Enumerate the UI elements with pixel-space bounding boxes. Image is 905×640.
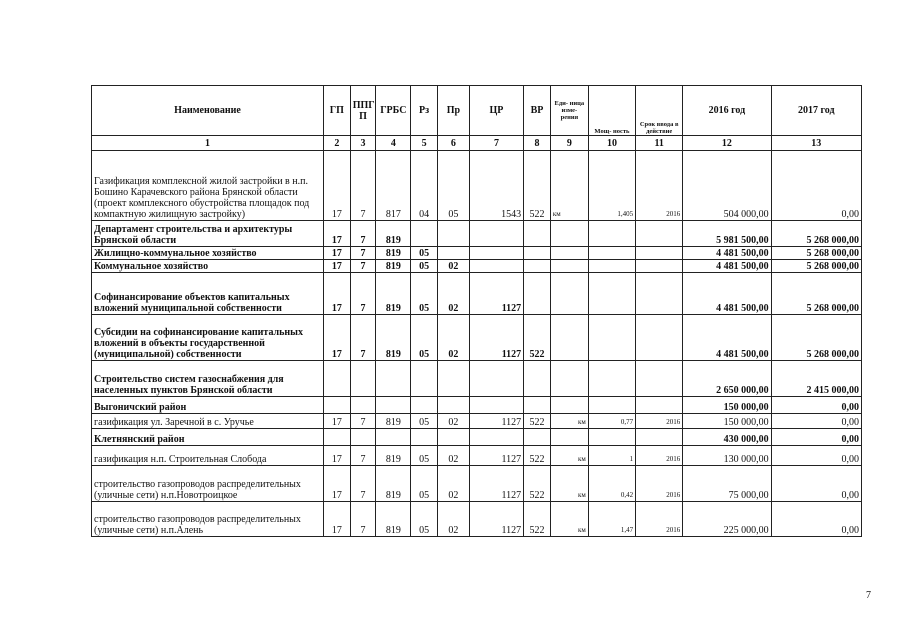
cell-unit xyxy=(550,260,588,273)
cell-v2016: 2 650 000,00 xyxy=(683,361,771,397)
budget-table xyxy=(91,85,862,537)
cell-cap: 1,405 xyxy=(588,151,635,221)
header-2017: 2017 год xyxy=(771,86,861,136)
cell-pr: 05 xyxy=(437,151,469,221)
cell-ppgp: 7 xyxy=(350,502,376,537)
table-row xyxy=(92,414,862,429)
column-number: 4 xyxy=(376,136,411,151)
cell-ppgp: 7 xyxy=(350,151,376,221)
cell-gp: 17 xyxy=(324,315,351,361)
cell-cr xyxy=(469,221,523,247)
cell-v2016: 150 000,00 xyxy=(683,414,771,429)
column-number: 5 xyxy=(411,136,438,151)
row-name: газификация н.п. Строительная Слобода xyxy=(92,446,324,466)
cell-unit: км xyxy=(550,414,588,429)
column-number: 1 xyxy=(92,136,324,151)
cell-rz: 05 xyxy=(411,466,438,502)
cell-vr xyxy=(524,247,551,260)
cell-ppgp: 7 xyxy=(350,315,376,361)
header-rz: Рз xyxy=(411,86,438,136)
cell-term: 2016 xyxy=(636,446,683,466)
cell-pr: 02 xyxy=(437,315,469,361)
cell-v2017: 0,00 xyxy=(771,446,861,466)
cell-term xyxy=(636,361,683,397)
cell-vr: 522 xyxy=(524,414,551,429)
cell-ppgp: 7 xyxy=(350,414,376,429)
cell-gp: 17 xyxy=(324,221,351,247)
row-name: строительство газопроводов распределительных (уличные сети) н.п.Новотроицкое xyxy=(92,466,324,502)
cell-term: 2016 xyxy=(636,466,683,502)
cell-v2017: 0,00 xyxy=(771,502,861,537)
cell-ppgp: 7 xyxy=(350,466,376,502)
cell-term: 2016 xyxy=(636,502,683,537)
cell-ppgp: 7 xyxy=(350,247,376,260)
cell-gp: 17 xyxy=(324,446,351,466)
table-row xyxy=(92,260,862,273)
cell-pr: 02 xyxy=(437,446,469,466)
cell-grbs: 819 xyxy=(376,315,411,361)
row-name: Департамент строительства и архитектуры Брянской области xyxy=(92,221,324,247)
cell-cap: 1 xyxy=(588,446,635,466)
cell-unit: км xyxy=(550,446,588,466)
table-row xyxy=(92,273,862,315)
cell-rz xyxy=(411,429,438,446)
cell-pr: 02 xyxy=(437,273,469,315)
header-cr: ЦР xyxy=(469,86,523,136)
cell-v2017: 0,00 xyxy=(771,151,861,221)
cell-rz: 05 xyxy=(411,502,438,537)
cell-gp xyxy=(324,397,351,414)
column-number: 12 xyxy=(683,136,771,151)
row-name: строительство газопроводов распределительных (уличные сети) н.п.Алень xyxy=(92,502,324,537)
cell-gp: 17 xyxy=(324,502,351,537)
cell-vr: 522 xyxy=(524,446,551,466)
cell-pr: 02 xyxy=(437,260,469,273)
cell-unit xyxy=(550,397,588,414)
cell-ppgp: 7 xyxy=(350,260,376,273)
header-2016: 2016 год xyxy=(683,86,771,136)
cell-grbs: 819 xyxy=(376,502,411,537)
column-numbers-row xyxy=(92,136,862,151)
cell-ppgp: 7 xyxy=(350,446,376,466)
cell-grbs: 819 xyxy=(376,221,411,247)
column-number: 2 xyxy=(324,136,351,151)
row-name: Выгоничский район xyxy=(92,397,324,414)
cell-v2016: 4 481 500,00 xyxy=(683,260,771,273)
cell-vr xyxy=(524,260,551,273)
cell-grbs: 819 xyxy=(376,273,411,315)
cell-ppgp xyxy=(350,361,376,397)
cell-term xyxy=(636,247,683,260)
cell-cap xyxy=(588,260,635,273)
cell-cap xyxy=(588,315,635,361)
cell-gp xyxy=(324,361,351,397)
cell-v2017: 5 268 000,00 xyxy=(771,273,861,315)
cell-rz: 05 xyxy=(411,315,438,361)
cell-vr xyxy=(524,429,551,446)
cell-cr: 1127 xyxy=(469,446,523,466)
row-name: Коммунальное хозяйство xyxy=(92,260,324,273)
cell-pr xyxy=(437,397,469,414)
row-name: Субсидии на софинансирование капитальных вложений в объекты государственной (муниципальной) собственности xyxy=(92,315,324,361)
cell-gp: 17 xyxy=(324,414,351,429)
cell-grbs: 819 xyxy=(376,446,411,466)
cell-vr xyxy=(524,361,551,397)
cell-vr: 522 xyxy=(524,466,551,502)
cell-v2016: 130 000,00 xyxy=(683,446,771,466)
column-number: 9 xyxy=(550,136,588,151)
cell-v2017: 5 268 000,00 xyxy=(771,315,861,361)
column-number: 6 xyxy=(437,136,469,151)
table-row xyxy=(92,221,862,247)
cell-v2016: 430 000,00 xyxy=(683,429,771,446)
cell-cap xyxy=(588,247,635,260)
row-name: Строительство систем газоснабжения для населенных пунктов Брянской области xyxy=(92,361,324,397)
cell-ppgp: 7 xyxy=(350,221,376,247)
cell-rz xyxy=(411,221,438,247)
header-unit: Еди- ница изме- рения xyxy=(550,86,588,136)
cell-unit xyxy=(550,315,588,361)
cell-vr xyxy=(524,397,551,414)
table-row xyxy=(92,397,862,414)
cell-rz: 05 xyxy=(411,273,438,315)
cell-cap xyxy=(588,361,635,397)
cell-cr: 1127 xyxy=(469,414,523,429)
cell-v2016: 150 000,00 xyxy=(683,397,771,414)
cell-v2016: 504 000,00 xyxy=(683,151,771,221)
cell-unit xyxy=(550,273,588,315)
row-name: газификация ул. Заречной в с. Уручье xyxy=(92,414,324,429)
column-number: 8 xyxy=(524,136,551,151)
cell-gp: 17 xyxy=(324,247,351,260)
cell-ppgp xyxy=(350,429,376,446)
cell-cap xyxy=(588,221,635,247)
table-row xyxy=(92,502,862,537)
cell-ppgp: 7 xyxy=(350,273,376,315)
row-name: Газификация комплексной жилой застройки в н.п. Бошино Карачевского района Брянской области (проект комплексного обустройства площадок под компактную жилищную застройку) xyxy=(92,151,324,221)
cell-v2017: 0,00 xyxy=(771,466,861,502)
cell-rz: 04 xyxy=(411,151,438,221)
cell-cr xyxy=(469,247,523,260)
cell-v2017: 5 268 000,00 xyxy=(771,247,861,260)
table-row xyxy=(92,466,862,502)
cell-cr xyxy=(469,397,523,414)
cell-grbs: 819 xyxy=(376,414,411,429)
cell-gp xyxy=(324,429,351,446)
cell-rz: 05 xyxy=(411,446,438,466)
cell-grbs: 819 xyxy=(376,260,411,273)
header-grbs: ГРБС xyxy=(376,86,411,136)
cell-term: 2016 xyxy=(636,414,683,429)
cell-term xyxy=(636,260,683,273)
cell-grbs xyxy=(376,429,411,446)
cell-gp: 17 xyxy=(324,260,351,273)
header-gp: ГП xyxy=(324,86,351,136)
cell-term xyxy=(636,315,683,361)
table-header-row xyxy=(92,86,862,136)
cell-cap xyxy=(588,397,635,414)
cell-v2017: 0,00 xyxy=(771,397,861,414)
cell-term xyxy=(636,221,683,247)
cell-cr: 1543 xyxy=(469,151,523,221)
header-capacity: Мощ- ность xyxy=(588,86,635,136)
cell-grbs xyxy=(376,397,411,414)
cell-cr xyxy=(469,260,523,273)
cell-pr xyxy=(437,429,469,446)
page-number: 7 xyxy=(866,590,871,601)
cell-vr: 522 xyxy=(524,151,551,221)
cell-term xyxy=(636,273,683,315)
table-row xyxy=(92,247,862,260)
header-pr: Пр xyxy=(437,86,469,136)
cell-term xyxy=(636,429,683,446)
cell-cap: 0,42 xyxy=(588,466,635,502)
cell-ppgp xyxy=(350,397,376,414)
cell-cr: 1127 xyxy=(469,315,523,361)
cell-v2017: 0,00 xyxy=(771,429,861,446)
cell-gp: 17 xyxy=(324,151,351,221)
cell-unit xyxy=(550,221,588,247)
column-number: 13 xyxy=(771,136,861,151)
cell-grbs: 819 xyxy=(376,247,411,260)
cell-v2017: 5 268 000,00 xyxy=(771,260,861,273)
cell-unit: км xyxy=(550,151,588,221)
cell-grbs: 819 xyxy=(376,466,411,502)
cell-pr xyxy=(437,221,469,247)
cell-gp: 17 xyxy=(324,273,351,315)
cell-cap xyxy=(588,429,635,446)
cell-rz: 05 xyxy=(411,247,438,260)
header-name: Наименование xyxy=(92,86,324,136)
cell-cr xyxy=(469,361,523,397)
cell-rz xyxy=(411,397,438,414)
cell-v2016: 75 000,00 xyxy=(683,466,771,502)
cell-v2017: 0,00 xyxy=(771,414,861,429)
cell-vr xyxy=(524,273,551,315)
cell-unit: км xyxy=(550,466,588,502)
row-name: Софинансирование объектов капитальных вложений муниципальной собственности xyxy=(92,273,324,315)
cell-unit xyxy=(550,429,588,446)
cell-unit: км xyxy=(550,502,588,537)
cell-v2016: 225 000,00 xyxy=(683,502,771,537)
cell-v2016: 5 981 500,00 xyxy=(683,221,771,247)
cell-rz: 05 xyxy=(411,414,438,429)
cell-vr: 522 xyxy=(524,315,551,361)
cell-cap: 1,47 xyxy=(588,502,635,537)
cell-v2017: 5 268 000,00 xyxy=(771,221,861,247)
column-number: 11 xyxy=(636,136,683,151)
cell-rz xyxy=(411,361,438,397)
cell-pr: 02 xyxy=(437,466,469,502)
cell-term: 2016 xyxy=(636,151,683,221)
header-term: Срок ввода в действие xyxy=(636,86,683,136)
cell-cap: 0,77 xyxy=(588,414,635,429)
table-row xyxy=(92,315,862,361)
header-vr: ВР xyxy=(524,86,551,136)
table-row xyxy=(92,446,862,466)
cell-pr xyxy=(437,247,469,260)
table-row xyxy=(92,151,862,221)
cell-cr: 1127 xyxy=(469,466,523,502)
cell-unit xyxy=(550,361,588,397)
cell-grbs xyxy=(376,361,411,397)
table-row xyxy=(92,429,862,446)
cell-vr: 522 xyxy=(524,502,551,537)
cell-cr: 1127 xyxy=(469,273,523,315)
cell-gp: 17 xyxy=(324,466,351,502)
cell-vr xyxy=(524,221,551,247)
row-name: Клетнянский район xyxy=(92,429,324,446)
cell-unit xyxy=(550,247,588,260)
cell-v2016: 4 481 500,00 xyxy=(683,273,771,315)
cell-grbs: 817 xyxy=(376,151,411,221)
cell-v2016: 4 481 500,00 xyxy=(683,315,771,361)
cell-cr xyxy=(469,429,523,446)
column-number: 3 xyxy=(350,136,376,151)
table-row xyxy=(92,361,862,397)
cell-v2017: 2 415 000,00 xyxy=(771,361,861,397)
row-name: Жилищно-коммунальное хозяйство xyxy=(92,247,324,260)
cell-rz: 05 xyxy=(411,260,438,273)
cell-pr xyxy=(437,361,469,397)
cell-v2016: 4 481 500,00 xyxy=(683,247,771,260)
header-ppgp: ППГ П xyxy=(350,86,376,136)
cell-cap xyxy=(588,273,635,315)
cell-cr: 1127 xyxy=(469,502,523,537)
column-number: 10 xyxy=(588,136,635,151)
column-number: 7 xyxy=(469,136,523,151)
cell-pr: 02 xyxy=(437,502,469,537)
cell-pr: 02 xyxy=(437,414,469,429)
cell-term xyxy=(636,397,683,414)
